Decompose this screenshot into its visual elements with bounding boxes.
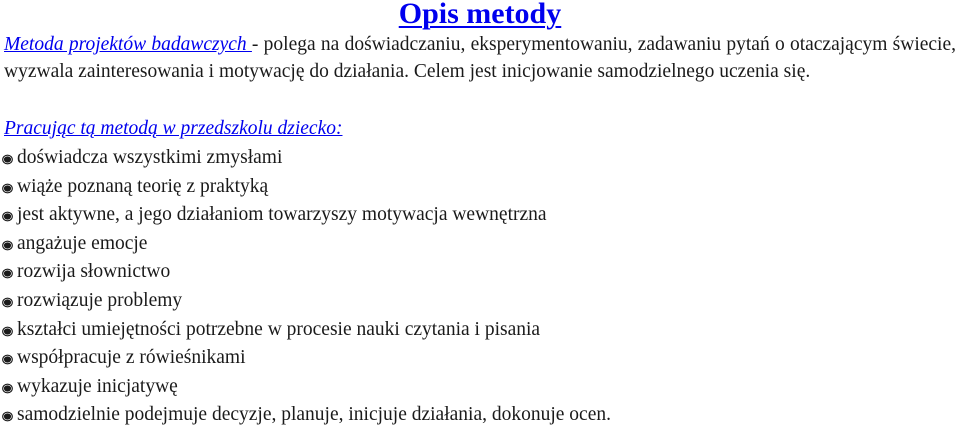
bullet-dot-icon	[2, 211, 13, 222]
bullet-dot-icon	[2, 183, 13, 194]
list-item-text: samodzielnie podejmuje decyzje, planuje, inicjuje działania, dokonuje ocen.	[17, 404, 611, 426]
section-subheading: Pracując tą metodą w przedszkolu dziecko:	[4, 118, 343, 139]
list-item	[0, 201, 611, 230]
list-item-text: rozwiązuje problemy	[17, 289, 183, 311]
list-item-text: wiąże poznaną teorię z praktyką	[17, 175, 269, 197]
list-item-text: kształci umiejętności potrzebne w procesie nauki czytania i pisania	[17, 318, 541, 340]
bullet-list	[0, 144, 611, 430]
bullet-dot-icon	[2, 326, 13, 337]
method-description: - polega na doświadczaniu, eksperymentowaniu, zadawaniu pytań o otaczającym świecie, wyzwala zainteresowania i motywację do działania. Celem jest inicjowanie samodzielnego uczenia się.	[4, 34, 956, 82]
list-item-text: jest aktywne, a jego działaniom towarzyszy motywacja wewnętrzna	[17, 204, 547, 226]
list-item	[0, 344, 611, 373]
intro-paragraph	[4, 32, 956, 85]
list-item	[0, 287, 611, 316]
bullet-dot-icon	[2, 354, 13, 365]
bullet-dot-icon	[2, 154, 13, 165]
list-item	[0, 230, 611, 259]
list-item	[0, 173, 611, 202]
bullet-dot-icon	[2, 240, 13, 251]
list-item-text: angażuje emocje	[17, 232, 148, 254]
list-item	[0, 316, 611, 345]
list-item-text: doświadcza wszystkimi zmysłami	[17, 147, 283, 168]
list-item	[0, 258, 611, 287]
list-item	[0, 373, 611, 402]
bullet-dot-icon	[2, 383, 13, 394]
method-term: Metoda projektów badawczych	[4, 34, 252, 55]
bullet-dot-icon	[2, 297, 13, 308]
bullet-dot-icon	[2, 268, 13, 279]
bullet-dot-icon	[2, 411, 13, 422]
list-item-text: rozwija słownictwo	[17, 261, 171, 283]
list-item-text: współpracuje z rówieśnikami	[17, 347, 246, 369]
list-item	[0, 144, 611, 173]
page-title: Opis metody	[398, 0, 562, 30]
list-item-text: wykazuje inicjatywę	[17, 375, 178, 397]
list-item	[0, 401, 611, 430]
